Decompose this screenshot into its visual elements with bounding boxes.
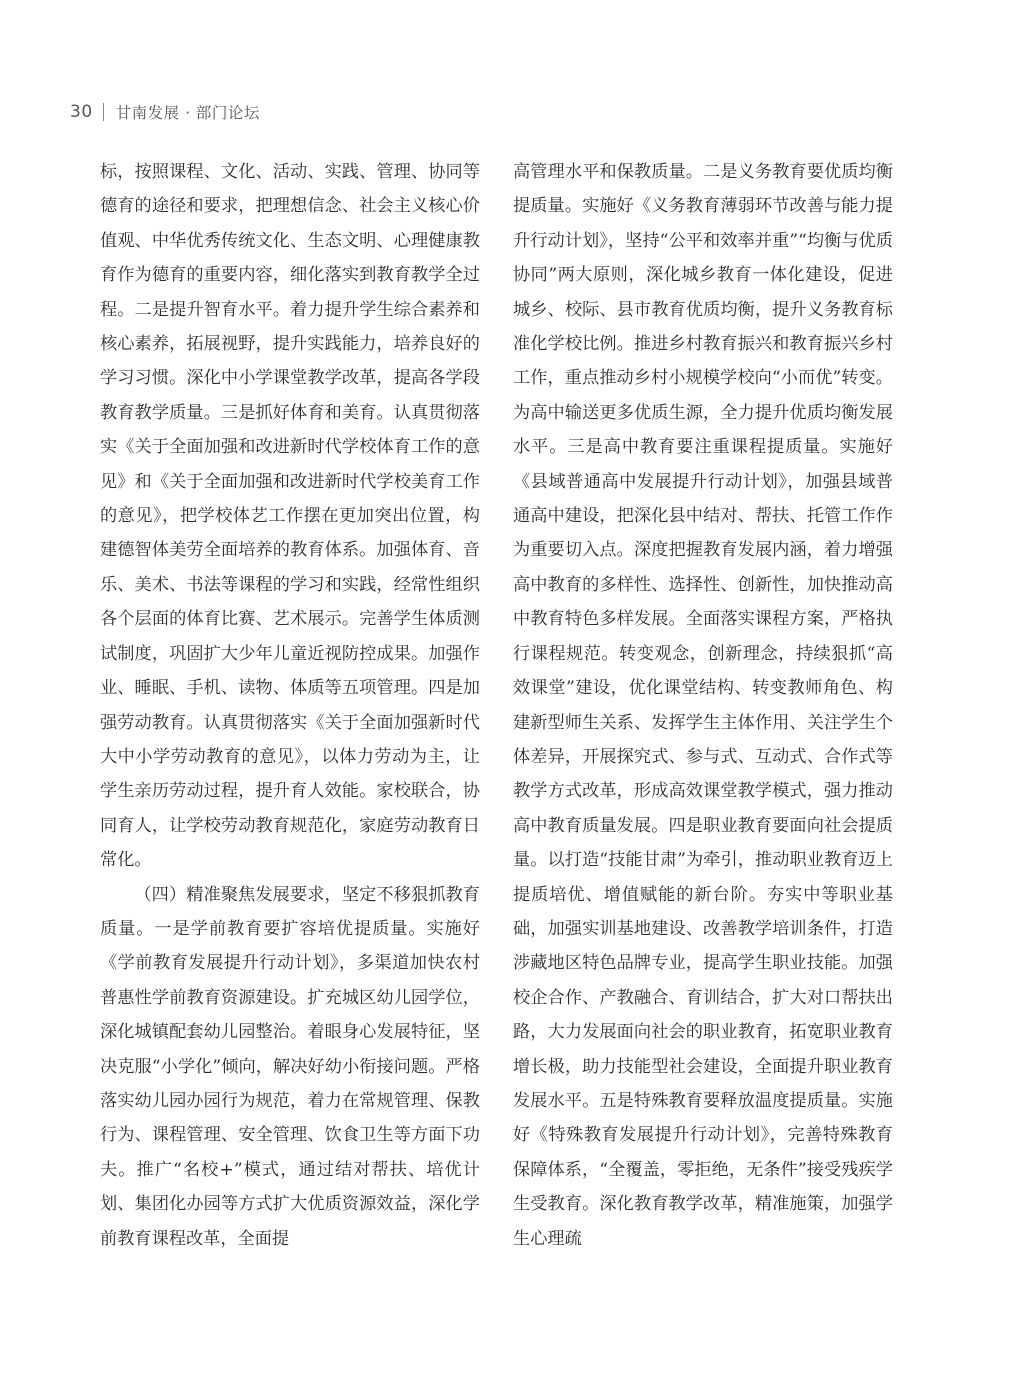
paragraph: 标，按照课程、文化、活动、实践、管理、协同等德育的途径和要求，把理想信念、社会主义核心价值观、中华优秀传统文化、生态文明、心理健康教育作为德育的重要内容，细化落实到教育教学全过程。二是提升智育水平。着力提升学生综合素养和核心素养，拓展视野，提升实践能力，培养良好的学习习惯。深化中小学课堂教学改革，提高各学段教育教学质量。三是抓好体育和美育。认真贯彻落实《关于全面加强和改进新时代学校体育工作的意见》和《关于全面加强和改进新时代学校美育工作的意见》，把学校体艺工作摆在更加突出位置，构建德智体美劳全面培养的教育体系。加强体育、音乐、美术、书法等课程的学习和实践，经常性组织各个层面的体育比赛、艺术展示。完善学生体质测试制度，巩固扩大少年儿童近视防控成果。加强作业、睡眠、手机、读物、体质等五项管理。四是加强劳动教育。认真贯彻落实《关于全面加强新时代大中小学劳动教育的意见》，以体力劳动为主，让学生亲历劳动过程，提升育人效能。家校联合，协同育人，让学校劳动教育规范化，家庭劳动教育日常化。 (100, 162, 480, 871)
paragraph: （四）精准聚焦发展要求，坚定不移狠抓教育质量。一是学前教育要扩容培优提质量。实施好《学前教育发展提升行动计划》，多渠道加快农村普惠性学前教育资源建设。扩充城区幼儿园学位，深化城镇配套幼儿园整治。着眼身心发展特征，坚决克服“小学化”倾向，解决好幼小衔接问题。严格落实幼儿园办园行为规范，着力在常规管理、保教行为、课程管理、安全管理、饮食卫生等方面下功夫。推广“名校+”模式，通过结对帮扶、培优计划、集团化办园等方式扩大优质资源效益，深化学前教育课程改革，全面提 (100, 884, 480, 1249)
section-title: 甘南发展 · 部门论坛 (115, 104, 260, 122)
left-column (100, 155, 480, 1256)
page-number: 30 (70, 102, 93, 122)
running-head (70, 99, 260, 125)
paragraph: 高管理水平和保教质量。二是义务教育要优质均衡提质量。实施好《义务教育薄弱环节改善与能力提升行动计划》，坚持“公平和效率并重”“均衡与优质协同”两大原则，深化城乡教育一体化建设，促进城乡、校际、县市教育优质均衡，提升义务教育标准化学校比例。推进乡村教育振兴和教育振兴乡村工作，重点推动乡村小规模学校向“小而优”转变。为高中输送更多优质生源，全力提升优质均衡发展水平。三是高中教育要注重课程提质量。实施好《县域普通高中发展提升行动计划》，加强县域普通高中建设，把深化县中结对、帮扶、托管工作作为重要切入点。深度把握教育发展内涵，着力增强高中教育的多样性、选择性、创新性，加快推动高中教育特色多样发展。全面落实课程方案，严格执行课程规范。转变观念，创新理念，持续狠抓“高效课堂”建设，优化课堂结构、转变教师角色、构建新型师生关系、发挥学生主体作用、关注学生个体差异，开展探究式、参与式、互动式、合作式等教学方式改革，形成高效课堂教学模式，强力推动高中教育质量发展。四是职业教育要面向社会提质量。以打造“技能甘肃”为牵引，推动职业教育迈上提质培优、增值赋能的新台阶。夯实中等职业基础，加强实训基地建设、改善教学培训条件，打造涉藏地区特色品牌专业，提高学生职业技能。加强校企合作、产教融合、育训结合，扩大对口帮扶出路，大力发展面向社会的职业教育，拓宽职业教育增长极，助力技能型社会建设，全面提升职业教育发展水平。五是特殊教育要释放温度提质量。实施好《特殊教育发展提升行动计划》，完善特殊教育保障体系，“全覆盖，零拒绝，无条件”接受残疾学生受教育。深化教育教学改革，精准施策，加强学生心理疏 (513, 162, 893, 1249)
right-column (513, 155, 893, 1256)
header-divider (103, 103, 104, 121)
